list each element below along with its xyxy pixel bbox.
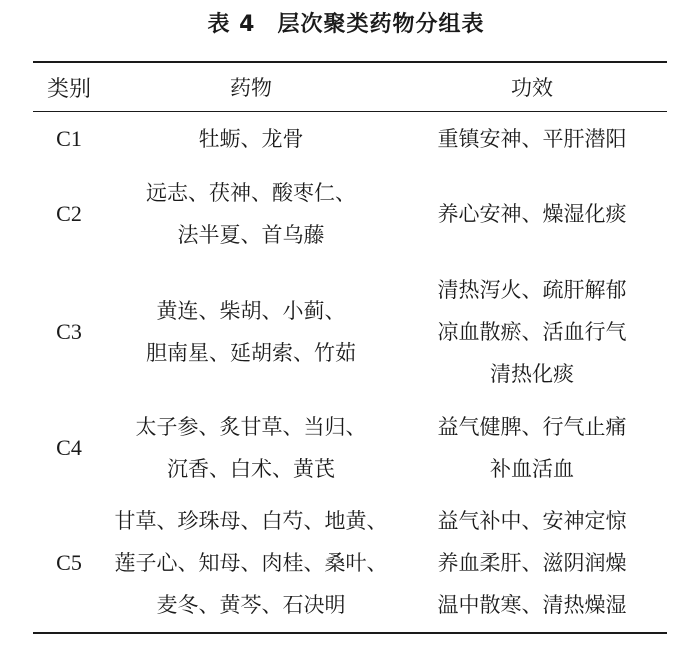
effects-line: 清热化痰 [490,362,574,386]
category-cell: C3 [56,319,82,344]
effects-line: 温中散寒、清热燥湿 [437,593,627,617]
effects-line: 养血柔肝、滋阴润燥 [437,551,627,575]
drugs-line: 胆南星、延胡索、竹茹 [146,341,356,365]
drugs-cell [105,112,397,167]
effects-line: 益气健脾、行气止痛 [437,415,627,439]
effects-line: 益气补中、安神定惊 [437,509,627,533]
category-cell: C5 [33,494,105,633]
effects-cell [397,402,667,494]
drugs-line: 黄连、柴胡、小蓟、 [156,299,346,323]
effects-cell [397,262,667,402]
header-row [33,62,667,112]
drugs-cell [105,402,397,494]
drugs-line: 牡蛎、龙骨 [198,127,304,151]
category-cell: C4 [56,435,82,460]
effects-line: 凉血散瘀、活血行气 [437,320,627,344]
drug-group-table [33,61,667,634]
table-row [33,262,667,402]
header-drugs: 药物 [105,62,397,112]
header-category: 类别 [33,62,105,112]
effects-cell [397,112,667,167]
table-row [33,166,667,262]
drugs-line: 远志、茯神、酸枣仁、 [146,181,356,205]
table-title [0,8,692,42]
drugs-line: 沉香、白术、黄芪 [167,457,335,481]
effects-line: 重镇安神、平肝潜阳 [437,127,627,151]
table-row [33,494,667,633]
effects-line: 清热泻火、疏肝解郁 [437,278,627,302]
drugs-cell [105,262,397,402]
drugs-line: 法半夏、首乌藤 [177,223,325,247]
effects-line: 养心安神、燥湿化痰 [437,202,627,226]
effects-cell [397,494,667,633]
drugs-line: 莲子心、知母、肉桂、桑叶、 [114,551,388,575]
drugs-line: 甘草、珍珠母、白芍、地黄、 [114,509,388,533]
table-row [33,402,667,494]
table-number: 表 4 [207,12,256,37]
table-row [33,112,667,167]
drugs-line: 麦冬、黄芩、石决明 [156,593,346,617]
effects-line: 补血活血 [490,457,574,481]
category-cell: C1 [56,126,82,151]
drugs-cell [105,494,397,633]
drugs-cell [105,166,397,262]
table-caption: 层次聚类药物分组表 [277,12,485,37]
category-cell: C2 [56,201,82,226]
header-effects: 功效 [397,62,667,112]
effects-cell [397,166,667,262]
drugs-line: 太子参、炙甘草、当归、 [135,415,367,439]
